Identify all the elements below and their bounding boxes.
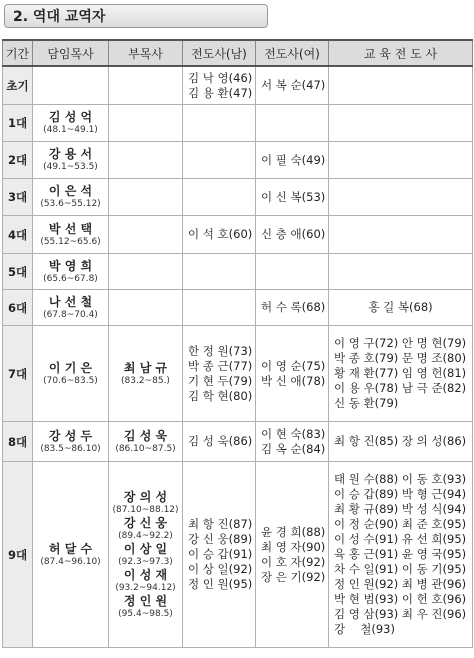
era-cell: 초기 bbox=[3, 66, 33, 105]
era-cell: 5대 bbox=[3, 254, 33, 290]
associate-pastor-years: (83.2~85.) bbox=[121, 375, 170, 386]
senior-pastor-list bbox=[35, 361, 106, 387]
associate-pastor-cell bbox=[109, 290, 183, 326]
education-evangelist-cell bbox=[329, 422, 473, 462]
female-evangelist-cell bbox=[256, 216, 329, 254]
senior-pastor-list bbox=[35, 295, 106, 321]
education-evangelist-name: 이 정 순(90) 최 준 호(95) bbox=[334, 517, 467, 531]
associate-pastor-cell bbox=[109, 254, 183, 290]
associate-pastor-name: 장 의 성 bbox=[123, 489, 168, 504]
era-cell: 4대 bbox=[3, 216, 33, 254]
era-cell: 6대 bbox=[3, 290, 33, 326]
associate-pastor-cell bbox=[109, 179, 183, 216]
table-row bbox=[3, 326, 473, 422]
education-evangelist-cell bbox=[329, 290, 473, 326]
associate-pastor-years: (93.2~94.12) bbox=[115, 582, 176, 593]
senior-pastor-list bbox=[35, 147, 106, 173]
era-cell: 3대 bbox=[3, 179, 33, 216]
education-evangelist-list bbox=[331, 300, 470, 315]
education-evangelist-name: 최 황 규(89) 박 성 식(94) bbox=[334, 502, 467, 516]
education-evangelist-cell bbox=[329, 254, 473, 290]
senior-pastor-years: (48.1~49.1) bbox=[43, 125, 98, 135]
senior-pastor-name: 박 영 희 bbox=[48, 258, 93, 273]
male-evangelist-cell bbox=[183, 422, 256, 462]
associate-pastor-list bbox=[111, 429, 180, 455]
education-evangelist-name: 이 승 갑(89) 박 형 근(94) bbox=[334, 487, 467, 501]
female-evangelist-list bbox=[258, 525, 326, 585]
male-evangelist-name: 김 학 현(80) bbox=[188, 388, 253, 403]
female-evangelist-name: 이 현 숙(83) bbox=[261, 426, 326, 441]
male-evangelist-name: 김 낙 영(46) bbox=[188, 70, 253, 85]
senior-pastor-years: (83.5~86.10) bbox=[40, 443, 101, 454]
associate-pastor-years: (92.3~97.3) bbox=[118, 556, 173, 567]
senior-pastor-years: (53.6~55.12) bbox=[40, 199, 101, 209]
education-evangelist-name: 박 현 범(93) 이 헌 호(96) bbox=[334, 592, 467, 606]
education-evangelist-list bbox=[331, 336, 470, 411]
associate-pastor-years: (86.10~87.5) bbox=[115, 443, 176, 454]
associate-pastor-cell bbox=[109, 216, 183, 254]
male-evangelist-name: 이 석 호(60) bbox=[188, 227, 253, 241]
senior-pastor-cell bbox=[33, 326, 109, 422]
education-evangelist-name: 이 영 구(72) 안 명 현(79) bbox=[334, 336, 467, 350]
female-evangelist-list bbox=[258, 300, 326, 315]
senior-pastor-name: 김 성 억 bbox=[48, 110, 93, 124]
male-evangelist-cell bbox=[183, 179, 256, 216]
female-evangelist-cell bbox=[256, 462, 329, 648]
senior-pastor-name: 강 성 두 bbox=[48, 428, 93, 443]
education-evangelist-name: 육 홍 근(91) 윤 영 국(95) bbox=[334, 547, 467, 561]
female-evangelist-list bbox=[258, 359, 326, 389]
female-evangelist-name: 최 영 자(90) bbox=[261, 539, 326, 554]
male-evangelist-name: 기 현 두(79) bbox=[188, 373, 253, 388]
education-evangelist-name: 최 항 진(85) 장 의 성(86) bbox=[334, 434, 467, 448]
era-cell: 9대 bbox=[3, 462, 33, 648]
female-evangelist-list bbox=[258, 78, 326, 93]
male-evangelist-cell bbox=[183, 254, 256, 290]
senior-pastor-cell bbox=[33, 422, 109, 462]
female-evangelist-list bbox=[258, 190, 326, 205]
male-evangelist-name: 최 항 진(87) bbox=[188, 517, 253, 531]
senior-pastor-cell bbox=[33, 179, 109, 216]
male-evangelist-list bbox=[185, 71, 253, 101]
education-evangelist-name: 홍 길 복(68) bbox=[368, 300, 433, 314]
education-evangelist-cell bbox=[329, 179, 473, 216]
table-row bbox=[3, 462, 473, 648]
male-evangelist-name: 강 신 웅(89) bbox=[188, 532, 253, 546]
female-evangelist-name: 신 층 애(60) bbox=[261, 227, 326, 241]
associate-pastor-cell bbox=[109, 142, 183, 179]
header-senior-pastor: 담임목사 bbox=[33, 40, 109, 66]
female-evangelist-cell bbox=[256, 254, 329, 290]
era-cell: 7대 bbox=[3, 326, 33, 422]
education-evangelist-name: 태 원 수(88) 이 동 호(93) bbox=[334, 472, 467, 486]
table-row bbox=[3, 216, 473, 254]
education-evangelist-cell bbox=[329, 142, 473, 179]
associate-pastor-years: (87.10~88.12) bbox=[112, 504, 179, 515]
male-evangelist-cell bbox=[183, 290, 256, 326]
female-evangelist-name: 이 신 복(53) bbox=[261, 189, 326, 204]
female-evangelist-list bbox=[258, 427, 326, 457]
senior-pastor-list bbox=[35, 184, 106, 210]
male-evangelist-cell bbox=[183, 105, 256, 142]
associate-pastor-years: (89.4~92.2) bbox=[118, 530, 173, 541]
associate-pastor-cell bbox=[109, 326, 183, 422]
education-evangelist-name: 차 수 일(91) 이 동 기(95) bbox=[334, 562, 467, 576]
senior-pastor-years: (55.12~65.6) bbox=[40, 236, 101, 247]
senior-pastor-name: 이 기 은 bbox=[48, 360, 93, 375]
ministers-table bbox=[2, 39, 473, 648]
female-evangelist-cell bbox=[256, 326, 329, 422]
associate-pastor-years: (95.4~98.5) bbox=[118, 608, 173, 619]
female-evangelist-name: 장 은 기(92) bbox=[261, 569, 326, 584]
senior-pastor-cell bbox=[33, 142, 109, 179]
table-row bbox=[3, 66, 473, 105]
male-evangelist-name: 김 용 환(47) bbox=[188, 85, 253, 100]
education-evangelist-name: 정 인 원(92) 최 병 관(96) bbox=[334, 577, 467, 591]
female-evangelist-cell bbox=[256, 179, 329, 216]
female-evangelist-cell bbox=[256, 290, 329, 326]
female-evangelist-list bbox=[258, 227, 326, 242]
table-row bbox=[3, 254, 473, 290]
education-evangelist-cell bbox=[329, 462, 473, 648]
male-evangelist-name: 정 인 원(95) bbox=[188, 577, 253, 591]
female-evangelist-name: 이 필 숙(49) bbox=[261, 152, 326, 167]
female-evangelist-name: 이 영 순(75) bbox=[261, 358, 326, 373]
male-evangelist-cell bbox=[183, 66, 256, 105]
male-evangelist-list bbox=[185, 434, 253, 449]
era-cell: 1대 bbox=[3, 105, 33, 142]
senior-pastor-cell bbox=[33, 462, 109, 648]
female-evangelist-name: 윤 경 희(88) bbox=[261, 524, 326, 539]
era-cell: 2대 bbox=[3, 142, 33, 179]
senior-pastor-years: (65.6~67.8) bbox=[43, 273, 98, 284]
header-associate-pastor: 부목사 bbox=[109, 40, 183, 66]
female-evangelist-cell bbox=[256, 105, 329, 142]
table-row bbox=[3, 105, 473, 142]
senior-pastor-cell bbox=[33, 254, 109, 290]
female-evangelist-cell bbox=[256, 142, 329, 179]
education-evangelist-name: 이 용 우(78) 남 극 준(82) bbox=[334, 381, 467, 395]
senior-pastor-list bbox=[35, 110, 106, 136]
associate-pastor-name: 김 성 욱 bbox=[123, 428, 168, 443]
associate-pastor-cell bbox=[109, 422, 183, 462]
section-title: 2. 역대 교역자 bbox=[4, 4, 268, 28]
table-row bbox=[3, 142, 473, 179]
education-evangelist-name: 박 종 호(79) 문 명 조(80) bbox=[334, 351, 467, 365]
male-evangelist-cell bbox=[183, 142, 256, 179]
education-evangelist-name: 이 성 수(91) 유 선 희(95) bbox=[334, 532, 467, 546]
associate-pastor-cell bbox=[109, 462, 183, 648]
senior-pastor-years: (49.1~53.5) bbox=[43, 162, 98, 172]
senior-pastor-cell bbox=[33, 66, 109, 105]
table-row bbox=[3, 290, 473, 326]
senior-pastor-name: 이 은 석 bbox=[48, 184, 93, 198]
education-evangelist-list bbox=[331, 434, 470, 449]
female-evangelist-name: 허 수 록(68) bbox=[261, 300, 326, 314]
header-era: 기간 bbox=[3, 40, 33, 66]
female-evangelist-name: 박 신 애(78) bbox=[261, 373, 326, 388]
education-evangelist-cell bbox=[329, 66, 473, 105]
senior-pastor-cell bbox=[33, 216, 109, 254]
header-education-evangelist: 교 육 전 도 사 bbox=[329, 40, 473, 66]
male-evangelist-list bbox=[185, 517, 253, 592]
male-evangelist-name: 이 승 갑(91) bbox=[188, 547, 253, 561]
male-evangelist-name: 박 종 근(77) bbox=[188, 358, 253, 373]
education-evangelist-name: 강 철(93) bbox=[334, 622, 395, 636]
associate-pastor-list bbox=[111, 361, 180, 387]
senior-pastor-name: 박 선 택 bbox=[48, 221, 93, 236]
header-female-evangelist: 전도사(여) bbox=[256, 40, 329, 66]
table-row bbox=[3, 179, 473, 216]
senior-pastor-name: 허 달 수 bbox=[48, 541, 93, 556]
associate-pastor-cell bbox=[109, 66, 183, 105]
male-evangelist-cell bbox=[183, 462, 256, 648]
male-evangelist-cell bbox=[183, 216, 256, 254]
male-evangelist-name: 김 성 욱(86) bbox=[188, 434, 253, 448]
era-cell: 8대 bbox=[3, 422, 33, 462]
education-evangelist-cell bbox=[329, 105, 473, 142]
associate-pastor-name: 최 남 규 bbox=[123, 360, 168, 375]
education-evangelist-name: 황 재 환(77) 임 영 헌(81) bbox=[334, 366, 467, 380]
senior-pastor-list bbox=[35, 542, 106, 568]
table-row bbox=[3, 422, 473, 462]
education-evangelist-list bbox=[331, 472, 470, 637]
female-evangelist-cell bbox=[256, 66, 329, 105]
education-evangelist-name: 신 동 환(79) bbox=[334, 396, 399, 410]
senior-pastor-cell bbox=[33, 105, 109, 142]
female-evangelist-list bbox=[258, 153, 326, 168]
senior-pastor-years: (87.4~96.10) bbox=[40, 556, 101, 567]
associate-pastor-list bbox=[111, 490, 180, 620]
senior-pastor-years: (67.8~70.4) bbox=[43, 309, 98, 320]
senior-pastor-cell bbox=[33, 290, 109, 326]
senior-pastor-list bbox=[35, 222, 106, 248]
header-male-evangelist: 전도사(남) bbox=[183, 40, 256, 66]
education-evangelist-name: 김 영 삼(93) 최 우 진(96) bbox=[334, 607, 467, 621]
senior-pastor-name: 나 선 철 bbox=[48, 294, 93, 309]
associate-pastor-name: 이 성 재 bbox=[123, 567, 168, 582]
associate-pastor-name: 이 상 일 bbox=[123, 541, 168, 556]
associate-pastor-name: 강 신 웅 bbox=[123, 515, 168, 530]
male-evangelist-list bbox=[185, 344, 253, 404]
female-evangelist-cell bbox=[256, 422, 329, 462]
female-evangelist-name: 이 호 자(92) bbox=[261, 554, 326, 569]
male-evangelist-name: 한 정 원(73) bbox=[188, 343, 253, 358]
associate-pastor-name: 정 인 원 bbox=[123, 593, 168, 608]
education-evangelist-cell bbox=[329, 216, 473, 254]
female-evangelist-name: 서 복 순(47) bbox=[261, 78, 326, 92]
education-evangelist-cell bbox=[329, 326, 473, 422]
header-row bbox=[3, 40, 473, 66]
senior-pastor-name: 강 용 서 bbox=[48, 147, 93, 161]
senior-pastor-list bbox=[35, 429, 106, 455]
female-evangelist-name: 김 옥 순(84) bbox=[261, 441, 326, 456]
male-evangelist-cell bbox=[183, 326, 256, 422]
male-evangelist-list bbox=[185, 227, 253, 242]
senior-pastor-list bbox=[35, 259, 106, 285]
senior-pastor-years: (70.6~83.5) bbox=[43, 375, 98, 386]
male-evangelist-name: 이 상 일(92) bbox=[188, 562, 253, 576]
associate-pastor-cell bbox=[109, 105, 183, 142]
